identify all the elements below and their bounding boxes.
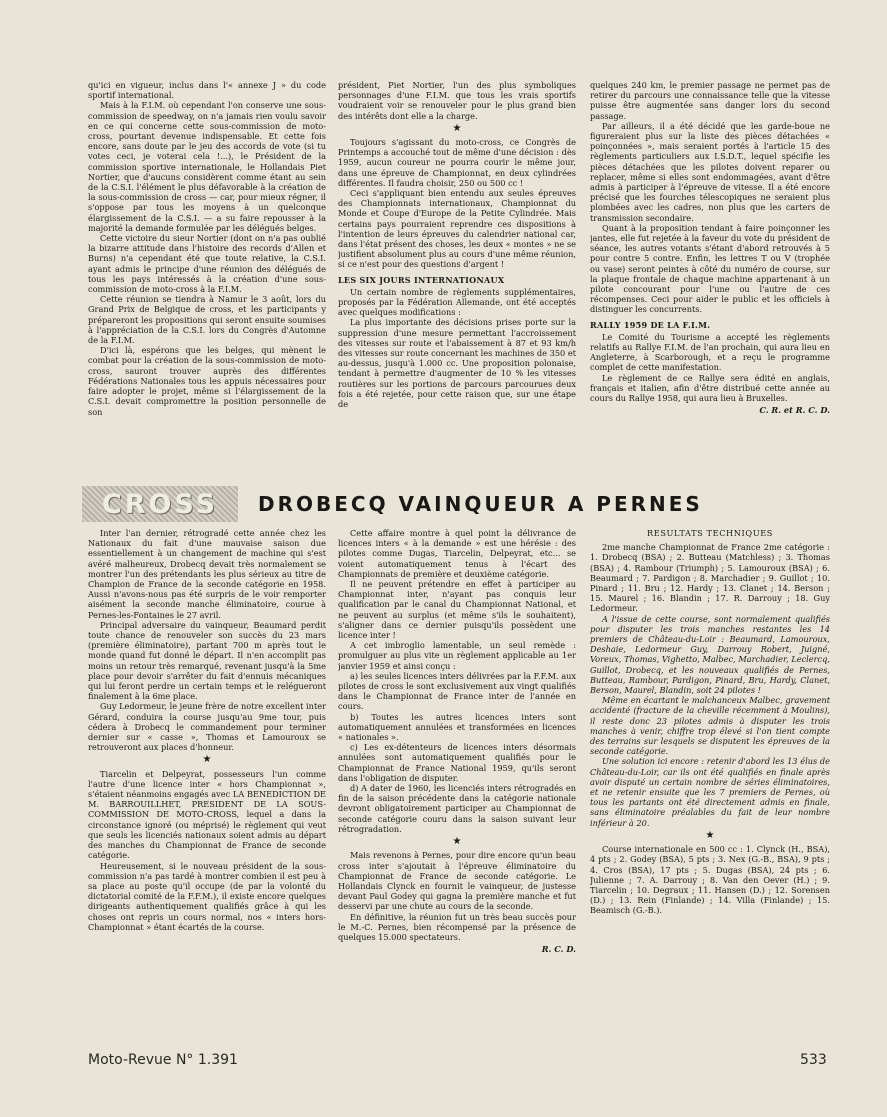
paragraph: qu'ici en vigueur, inclus dans l'« annexe J » du code sportif international. [88, 80, 326, 101]
paragraph: Cette réunion se tiendra à Namur le 3 août, lors du Grand Prix de Belgique de cross, et les participants y prépareront les propositions qui seront ensuite soumises à l'appréciation de la C.S.I. lors du Congrès d'Automne de la F.I.M. [88, 294, 326, 346]
paragraph: La plus importante des décisions prises porte sur la suppression d'une mesure permettant l'accroissement des vitesses sur route et l'abaissement à 87 et 93 km/h des vitesses sur route concernant les machines de 350 et au-dessus, jusqu'à 1.000 cc. Une proposition polonaise, tendant à permettre d'augmenter de 10 % les vitesses routières sur les portions de parcours parcourues deux fois a été rejetée, pour cette raison que, sur une étape de [338, 317, 576, 410]
paragraph: Même en écartant le malchanceux Malbec, gravement accidenté (fracture de la cheville récemment à Moulins), il reste donc 23 pilotes admis à disputer les trois manches à venir, chiffre trop élevé si l'on tient compte des terrains sur lesquels se disputent les épreuves de la seconde catégorie. [590, 695, 830, 757]
paragraph: Inter l'an dernier, rétrogradé cette année chez les Nationaux du fait d'une mauvaise saison due essentiellement à un changement de machine qui s'est avéré malheureux, Drobecq devait très normalement se montrer l'un des prétendants les plus sérieux au titre de Champion de France de la seconde catégorie en 1958. Aussi n'avons-nous pas été surpris de le voir remporter aisément la seconde manche éliminatoire, courue à Pernes-les-Fontaines le 27 avril. [88, 528, 326, 620]
paragraph: Un certain nombre de règlements supplémentaires, proposés par la Fédération Allemande, ont été acceptés avec quelques modifications : [338, 286, 576, 318]
star-separator-icon: ★ [202, 754, 212, 766]
paragraph: c) Les ex-détenteurs de licences inters désormais annulées sont automatiquement qualifiés pour le Championnat de France National 1959, qu'ils seront dans l'obligation de disputer. [338, 742, 576, 783]
paragraph: Une solution ici encore : retenir d'abord les 13 élus de Château-du-Loir, car ils ont été qualifiés en finale après avoir disputé un certain nombre de séries éliminatoires, et ne retenir ensuite que les 7 premiers de Pernes, où tous les partants ont été directement admis en finale, sans éliminatoire préalables du fait de leur nombre inférieur à 20. [590, 756, 830, 828]
paragraph: Heureusement, si le nouveau président de la sous-commission n'a pas tardé à montrer combien il est peu à sa place au poste qu'il occupe (de par la volonté du dictatorial comité de la F.F.M.), il existe encore quelques dirigeants authentiquement qualifiés grâce à qui les choses ont repris un cours normal, nos « inters hors-Championnat » étant écartés de la course. [88, 860, 326, 932]
paragraph: a) les seules licences inters délivrées par la F.F.M. aux pilotes de cross le sont exclusivement aux vingt qualifiés dans le Championnat de France inter de l'année en cours. [338, 670, 576, 712]
paragraph: D'ici là, espérons que les belges, qui mènent le combat pour la création de la sous-commission de moto-cross, sauront trouver auprès des différentes Fédérations Nationales tous les appuis nécessaires pour faire adopter le projet, même si l'élargissement de la C.S.I. devait compromettre la position personnelle de son [88, 345, 326, 417]
paragraph: président, Piet Nortier, l'un des plus symboliques personnages d'une F.I.M. que tous les vrais sportifs voudraient voir se renouveler pour le plus grand bien des intérêts dont elle a la charge. [338, 80, 576, 121]
article-banner [82, 486, 834, 522]
paragraph: Le Comité du Tourisme a accepté les règlements relatifs au Rallye F.I.M. de l'an prochain, qui aura lieu en Angleterre, à Scarborough, et a reçu le programme complet de cette manifestation. [590, 331, 830, 373]
paragraph: Principal adversaire du vainqueur, Beaumard perdit toute chance de renouveler son succès du 23 mars (première éliminatoire), partant 700 m après tout le monde quand fut donné le départ. Il n'en accomplit pas moins un retour très remarqué, revenant jusqu'à la 5me place pour devoir s'arrêter du fait d'ennuis mécaniques qui lui feront perdre un certain temps et le relégueront finalement à la 6me place. [88, 619, 326, 702]
paragraph: A cet imbroglio lamentable, un seul remède : promulguer au plus vite un règlement applicable au 1er janvier 1959 et ainsi conçu : [338, 640, 576, 671]
paragraph: En définitive, la réunion fut un très beau succès pour le M.-C. Pernes, bien récompensé par la présence de quelques 15.000 spectateurs. [338, 911, 576, 942]
star-separator-icon: ★ [705, 829, 715, 841]
section-heading: RALLY 1959 DE LA F.I.M. [590, 319, 711, 330]
paragraph: Il ne peuvent prétendre en effet à participer au Championnat inter, n'ayant pas conquis leur qualification par le canal du Championnat National, et ne peuvent au surplus (et même s'ils le souhaitent), s'aligner dans ce dernier puisqu'ils possèdent une licence inter ! [338, 579, 576, 641]
paragraph: Mais revenons à Pernes, pour dire encore qu'un beau cross inter s'ajoutait à l'épreuve éliminatoire du Championnat de France de seconde catégorie. Le Hollandais Clynck en fournit le vainqueur, de justesse devant Paul Godey qui gagna la première manche et fut desservi par une chute au cours de la seconde. [338, 850, 576, 912]
star-separator-icon: ★ [452, 122, 462, 134]
article-column-1 [88, 528, 326, 1026]
paragraph: Guy Ledormeur, le jeune frère de notre excellent inter Gérard, conduira la course jusqu'au 9me tour, puis cédera à Drobecq le commandement pour terminer dernier sur « casse », Thomas et Lamouroux se retrouveront aux places d'honneur. [88, 701, 326, 753]
top-column-3 [590, 80, 830, 480]
paragraph: Le règlement de ce Rallye sera édité en anglais, français et italien, afin d'être distribué cette année au cours du Rallye 1958, qui aura lieu à Bruxelles. [590, 372, 830, 404]
paragraph: Toujours s'agissant du moto-cross, ce Congrès de Printemps a accouché tout de même d'une décision : dès 1959, aucun coureur ne pourra courir le même jour, dans une épreuve de Championnat, en deux cylindrées différentes. Il faudra choisir, 250 ou 500 cc ! [338, 137, 576, 188]
paragraph: Ceci s'appliquant bien entendu aux seules épreuves des Championnats internationaux, Championnat du Monde et Coupe d'Europe de la Petite Cylindrée. Mais certains pays pourraient reprendre ces dispositions à l'intention de leurs épreuves du calendrier national car, dans l'état présent des choses, les deux « montes » ne se justifient absolument plus au cours d'une même réunion, si ce n'est pour des questions d'argent ! [338, 188, 576, 270]
page-number: 533 [800, 1052, 827, 1068]
paragraph: quelques 240 km, le premier passage ne permet pas de retirer du parcours une connaissance telle que la vitesse puisse être augmentée sans danger lors du second passage. [590, 80, 830, 121]
top-column-1 [88, 80, 326, 480]
paragraph: Mais à la F.I.M. où cependant l'on conserve une sous-commission de speedway, on n'a jamais rien voulu savoir en ce qui concerne cette sous-commission de moto-cross, pourtant devenue indispensable. Et cette fois encore, sans doute par le jeu des accords de vote (si tu votes ceci, je voterai cela !...), le Président de la commission sportive internationale, le Hollandais Piet Nortier, que d'aucuns considèrent comme étant au sein de la C.S.I. l'élément le plus défavorable à la création de la sous-commission de cross — car, pour mieux régner, il s'oppose par tous les moyens à un quelconque élargissement de la C.S.I. — a su faire repousser à la majorité la demande formulée par les délégués belges. [88, 100, 326, 233]
paragraph: b) Toutes les autres licences inters sont automatiquement annulées et transformées en licences « nationales ». [338, 711, 576, 743]
paragraph: Quant à la proposition tendant à faire poinçonner les jantes, elle fut rejetée à la faveur du vote du président de séance, les autres votants s'étant d'abord retrouvés à 5 pour contre 5 contre. Enfin, les lettres T ou V (trophée ou vase) seront peintes à côté du numéro de course, sur la plaque frontale de chaque machine appartenant à un pilote concourant pour l'une ou l'autre de ces récompenses. Ceci pour aider le public et les officiels à distinguer les concurrents. [590, 222, 830, 315]
star-separator-icon: ★ [452, 836, 462, 848]
results-heading: RESULTATS TECHNIQUES [646, 528, 773, 538]
magazine-issue: Moto-Revue N° 1.391 [88, 1052, 238, 1068]
paragraph: A l'issue de cette course, sont normalement qualifiés pour disputer les trois manches restantes les 14 premiers de Château-du-Loir : Beaumard, Lamouroux, Deshaie, Ledormeur Guy, Darrouy Robert, Juigné, Voreux, Thomas, Vighetto, Malbec, Marchadier, Leclercq, Guillot, Drobecq, et les nouveaux qualifiés de Pernes, Butteau, Rambour, Pardigon, Pinard, Bru, Hardy, Clanet, Berson, Maurel, Blandin, soit 24 pilotes ! [590, 613, 830, 696]
top-column-2 [338, 80, 576, 480]
section-tag-label: CROSS [101, 489, 219, 520]
paragraph: Cette affaire montre à quel point la délivrance de licences inters « à la demande » est une hérésie : des pilotes comme Dugas, Tiarcelin, Delpeyrat, etc... se voient automatiquement tenus à l'écart des Championnats de première et deuxième catégorie. [338, 528, 576, 579]
author-signature: R. C. D. [541, 944, 576, 955]
article-column-2 [338, 528, 576, 1026]
paragraph: Cette victoire du sieur Nortier (dont on n'a pas oublié la bizarre attitude dans l'histoire des records d'Allen et Burns) n'a cependant été que toute relative, la C.S.I. ayant admis le principe d'une réunion des délégués de tous les pays intéressés à la création d'une sous-commission de moto-cross à la F.I.M. [88, 233, 326, 295]
article-column-3 [590, 528, 830, 1026]
paragraph: Tiarcelin et Delpeyrat, possesseurs l'un comme l'autre d'une licence inter « hors Championnat », s'étaient néanmoins engagés avec LA BENEDICTION DE M. BARROUILLHET, PRESIDENT DE LA SOUS-COMMISSION DE MOTO-CROSS, lequel a dans la circonstance ignoré (ou méprisé) le règlement qui veut que seuls les licenciés nationaux soient admis au départ des manches du Championnat de France de seconde catégorie. [88, 768, 326, 861]
section-heading: LES SIX JOURS INTERNATIONAUX [338, 274, 505, 285]
paragraph: d) A dater de 1960, les licenciés inters rétrogradés en fin de la saison précédente dans la catégorie nationale devront obligatoirement participer au Championnat de seconde catégorie couru dans la saison suivant leur rétrogradation. [338, 783, 576, 834]
article-title: DROBECQ VAINQUEUR A PERNES [258, 492, 703, 516]
paragraph: 2me manche Championnat de France 2me catégorie : 1. Drobecq (BSA) ; 2. Butteau (Matchless) ; 3. Thomas (BSA) ; 4. Rambour (Triumph) ; 5. Lamouroux (BSA) ; 6. Beaumard ; 7. Pardigon ; 8. Marchadier ; 9. Guillot ; 10. Pinard ; 11. Bru ; 12. Hardy ; 13. Clanet ; 14. Berson ; 15. Maurel ; 16. Blandin ; 17. R. Darrouy ; 18. Guy Ledormeur. [590, 542, 830, 614]
section-tag [82, 486, 238, 522]
author-signature: C. R. et R. C. D. [759, 405, 830, 416]
paragraph: Course internationale en 500 cc : 1. Clynck (H., BSA), 4 pts ; 2. Godey (BSA), 5 pts ; 3. Nex (G.-B., BSA), 9 pts ; 4. Cros (BSA), 17 pts ; 5. Dugas (BSA), 24 pts ; 6. Julienne ; 7. A. Darrouy ; 8. Van den Oever (H.) ; 9. Tiarcelin ; 10. Degraux ; 11. Hansen (D.) ; 12. Sorensen (D.) ; 13. Rein (Finlande) ; 14. Villa (Finlande) ; 15. Beamisch (G.-B.). [590, 844, 830, 916]
paragraph: Par ailleurs, il a été décidé que les garde-boue ne figureraient plus sur la liste des pièces détachées « poinçonnées », mais seraient portés à l'article 15 des règlements particuliers aux I.S.D.T., lequel spécifie les pièces détachées que les pilotes doivent reparer ou replacer, même si elles sont endommagées, avant d'être admis à participer à l'épreuve de vitesse. Il a été encore précisé que les fourches télescopiques ne seraient plus plombées avec les cadres, non plus que les carters de transmission secondaire. [590, 120, 830, 223]
